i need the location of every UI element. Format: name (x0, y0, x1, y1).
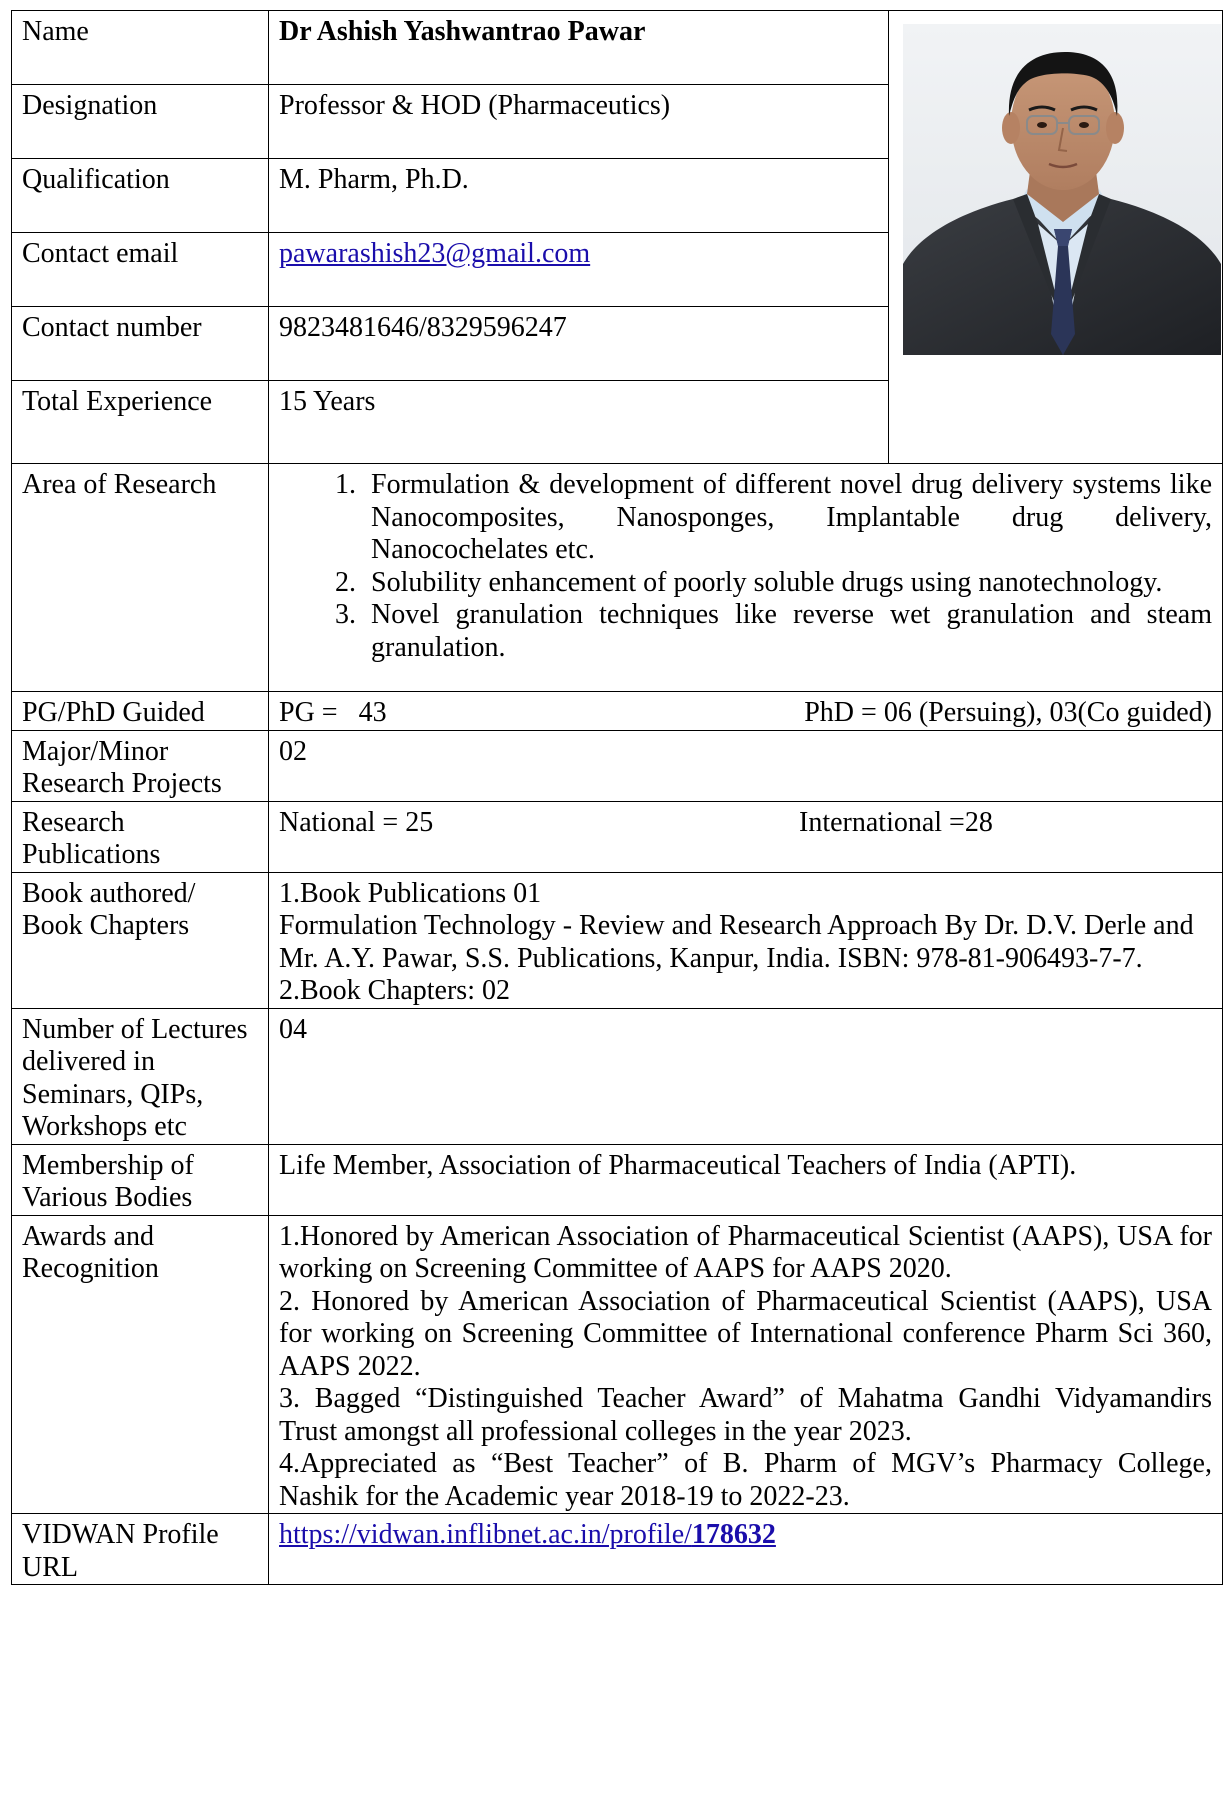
book-details: Formulation Technology - Review and Research Approach By Dr. D.V. Derle and Mr. A.Y. Pawar, S.S. Publications, Kanpur, India. ISBN: 978-81-906493-7-7. (279, 910, 1194, 974)
value-experience: 15 Years (269, 381, 889, 464)
label-guided: PG/PhD Guided (12, 692, 269, 731)
value-publications (269, 801, 1223, 872)
row-publications (12, 801, 1223, 872)
label-awards: Awards and Recognition (12, 1215, 269, 1514)
label-vidwan: VIDWAN Profile URL (12, 1514, 269, 1585)
photo-cell (889, 11, 1223, 464)
label-experience: Total Experience (12, 381, 269, 464)
label-designation: Designation (12, 85, 269, 159)
value-name: Dr Ashish Yashwantrao Pawar (269, 11, 889, 85)
faculty-profile-sheet (11, 10, 1222, 1585)
email-link[interactable]: pawarashish23@gmail.com (279, 238, 591, 269)
label-publications: Research Publications (12, 801, 269, 872)
value-phone: 9823481646/8329596247 (269, 307, 889, 381)
value-membership: Life Member, Association of Pharmaceutical Teachers of India (APTI). (269, 1144, 1223, 1215)
value-research-area (269, 464, 1223, 692)
vidwan-url-prefix: https://vidwan.inflibnet.ac.in/profile/ (279, 1519, 692, 1550)
award-item: 3. Bagged “Distinguished Teacher Award” of Mahatma Gandhi Vidyamandirs Trust amongst all professional colleges in the year 2023. (279, 1383, 1212, 1447)
label-membership: Membership of Various Bodies (12, 1144, 269, 1215)
pg-guided: PG = 43 (279, 697, 387, 728)
award-item: 2. Honored by American Association of Pharmaceutical Scientist (AAPS), USA for working on Screening Committee of International conference Pharm Sci 360, AAPS 2022. (279, 1285, 1212, 1382)
row-research-area (12, 464, 1223, 692)
national-publications: National = 25 (279, 806, 434, 838)
row-vidwan (12, 1514, 1223, 1585)
value-qualification: M. Pharm, Ph.D. (269, 159, 889, 233)
profile-table (11, 10, 1223, 1585)
label-lectures: Number of Lectures delivered in Seminars, QIPs, Workshops etc (12, 1008, 269, 1144)
international-publications: International =28 (799, 806, 993, 838)
award-item: 1.Honored by American Association of Pharmaceutical Scientist (AAPS), USA for working on Screening Committee of AAPS for AAPS 2020. (279, 1220, 1212, 1284)
row-lectures (12, 1008, 1223, 1144)
row-name (12, 11, 1223, 85)
label-projects: Major/Minor Research Projects (12, 730, 269, 801)
vidwan-profile-link[interactable] (279, 1519, 776, 1550)
research-item: 3. Novel granulation techniques like reverse wet granulation and steam granulation. (363, 599, 1212, 664)
row-membership (12, 1144, 1223, 1215)
value-email-cell (269, 233, 889, 307)
row-projects (12, 730, 1223, 801)
book-publications-count: 1.Book Publications 01 (279, 877, 542, 909)
research-area-list (279, 469, 1212, 664)
label-phone: Contact number (12, 307, 269, 381)
value-vidwan (269, 1514, 1223, 1585)
profile-photo (903, 24, 1221, 355)
value-guided (269, 692, 1223, 731)
label-name: Name (12, 11, 269, 85)
label-books: Book authored/ Book Chapters (12, 872, 269, 1008)
row-awards (12, 1215, 1223, 1514)
value-projects: 02 (269, 730, 1223, 801)
value-designation: Professor & HOD (Pharmaceutics) (269, 85, 889, 159)
book-chapters-count: 2.Book Chapters: 02 (279, 975, 510, 1006)
value-books (269, 872, 1223, 1008)
value-lectures: 04 (269, 1008, 1223, 1144)
row-books (12, 872, 1223, 1008)
label-qualification: Qualification (12, 159, 269, 233)
award-item: 4.Appreciated as “Best Teacher” of B. Pharm of MGV’s Pharmacy College, Nashik for the Academic year 2018-19 to 2022-23. (279, 1448, 1212, 1512)
label-research-area: Area of Research (12, 464, 269, 692)
research-item: 2. Solubility enhancement of poorly soluble drugs using nanotechnology. (363, 567, 1212, 600)
research-item: 1. Formulation & development of different novel drug delivery systems like Nanocomposites, Nanosponges, Implantable drug delivery, Nanocochelates etc. (363, 469, 1212, 567)
label-email: Contact email (12, 233, 269, 307)
vidwan-url-id: 178632 (691, 1519, 776, 1550)
value-awards (269, 1215, 1223, 1514)
phd-guided: PhD = 06 (Persuing), 03(Co guided) (804, 697, 1212, 728)
row-guided (12, 692, 1223, 731)
